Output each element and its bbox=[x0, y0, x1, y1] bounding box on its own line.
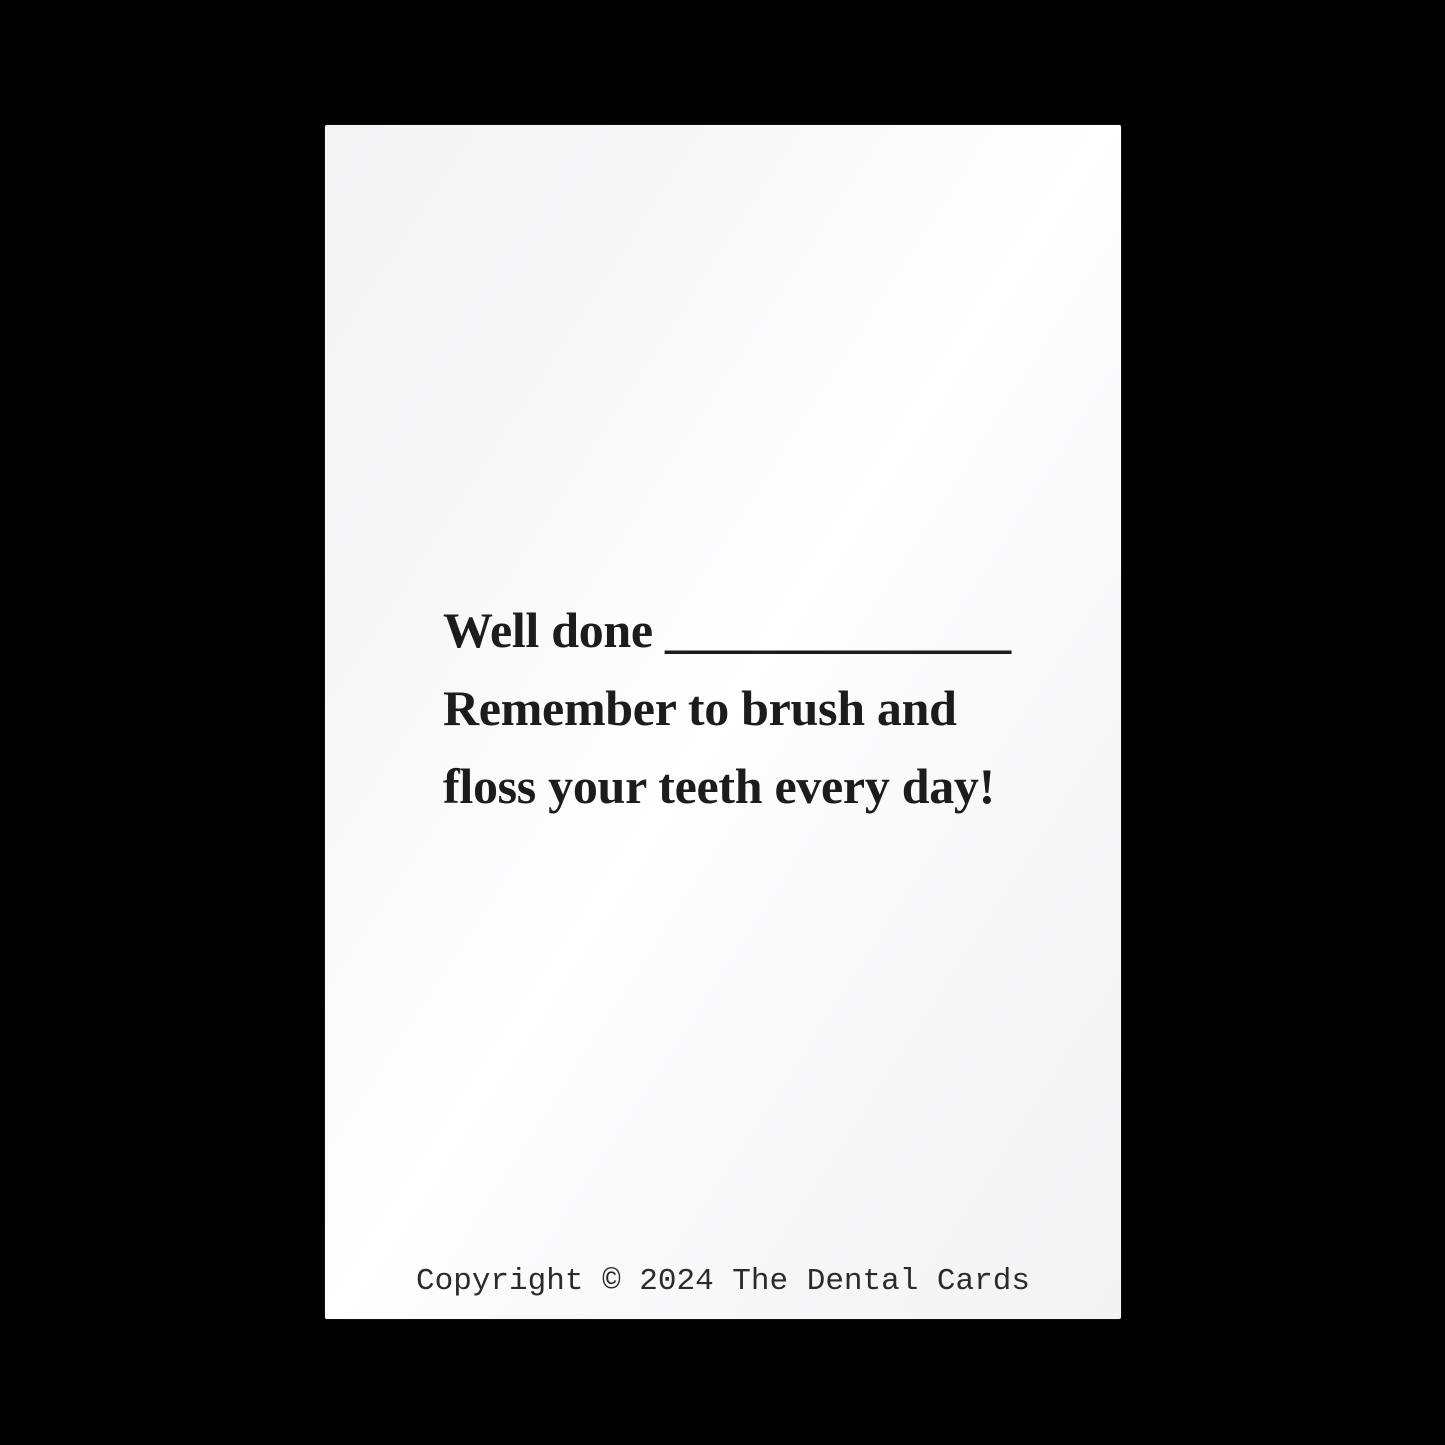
card-message bbox=[443, 591, 1043, 825]
copyright-notice: Copyright © 2024 The Dental Cards bbox=[416, 1264, 1030, 1299]
message-line-well-done-blank: Well done ______________ bbox=[443, 602, 1011, 658]
message-line-floss: floss your teeth every day! bbox=[443, 758, 995, 814]
message-line-remember: Remember to brush and bbox=[443, 680, 957, 736]
greeting-card-back bbox=[325, 125, 1121, 1319]
